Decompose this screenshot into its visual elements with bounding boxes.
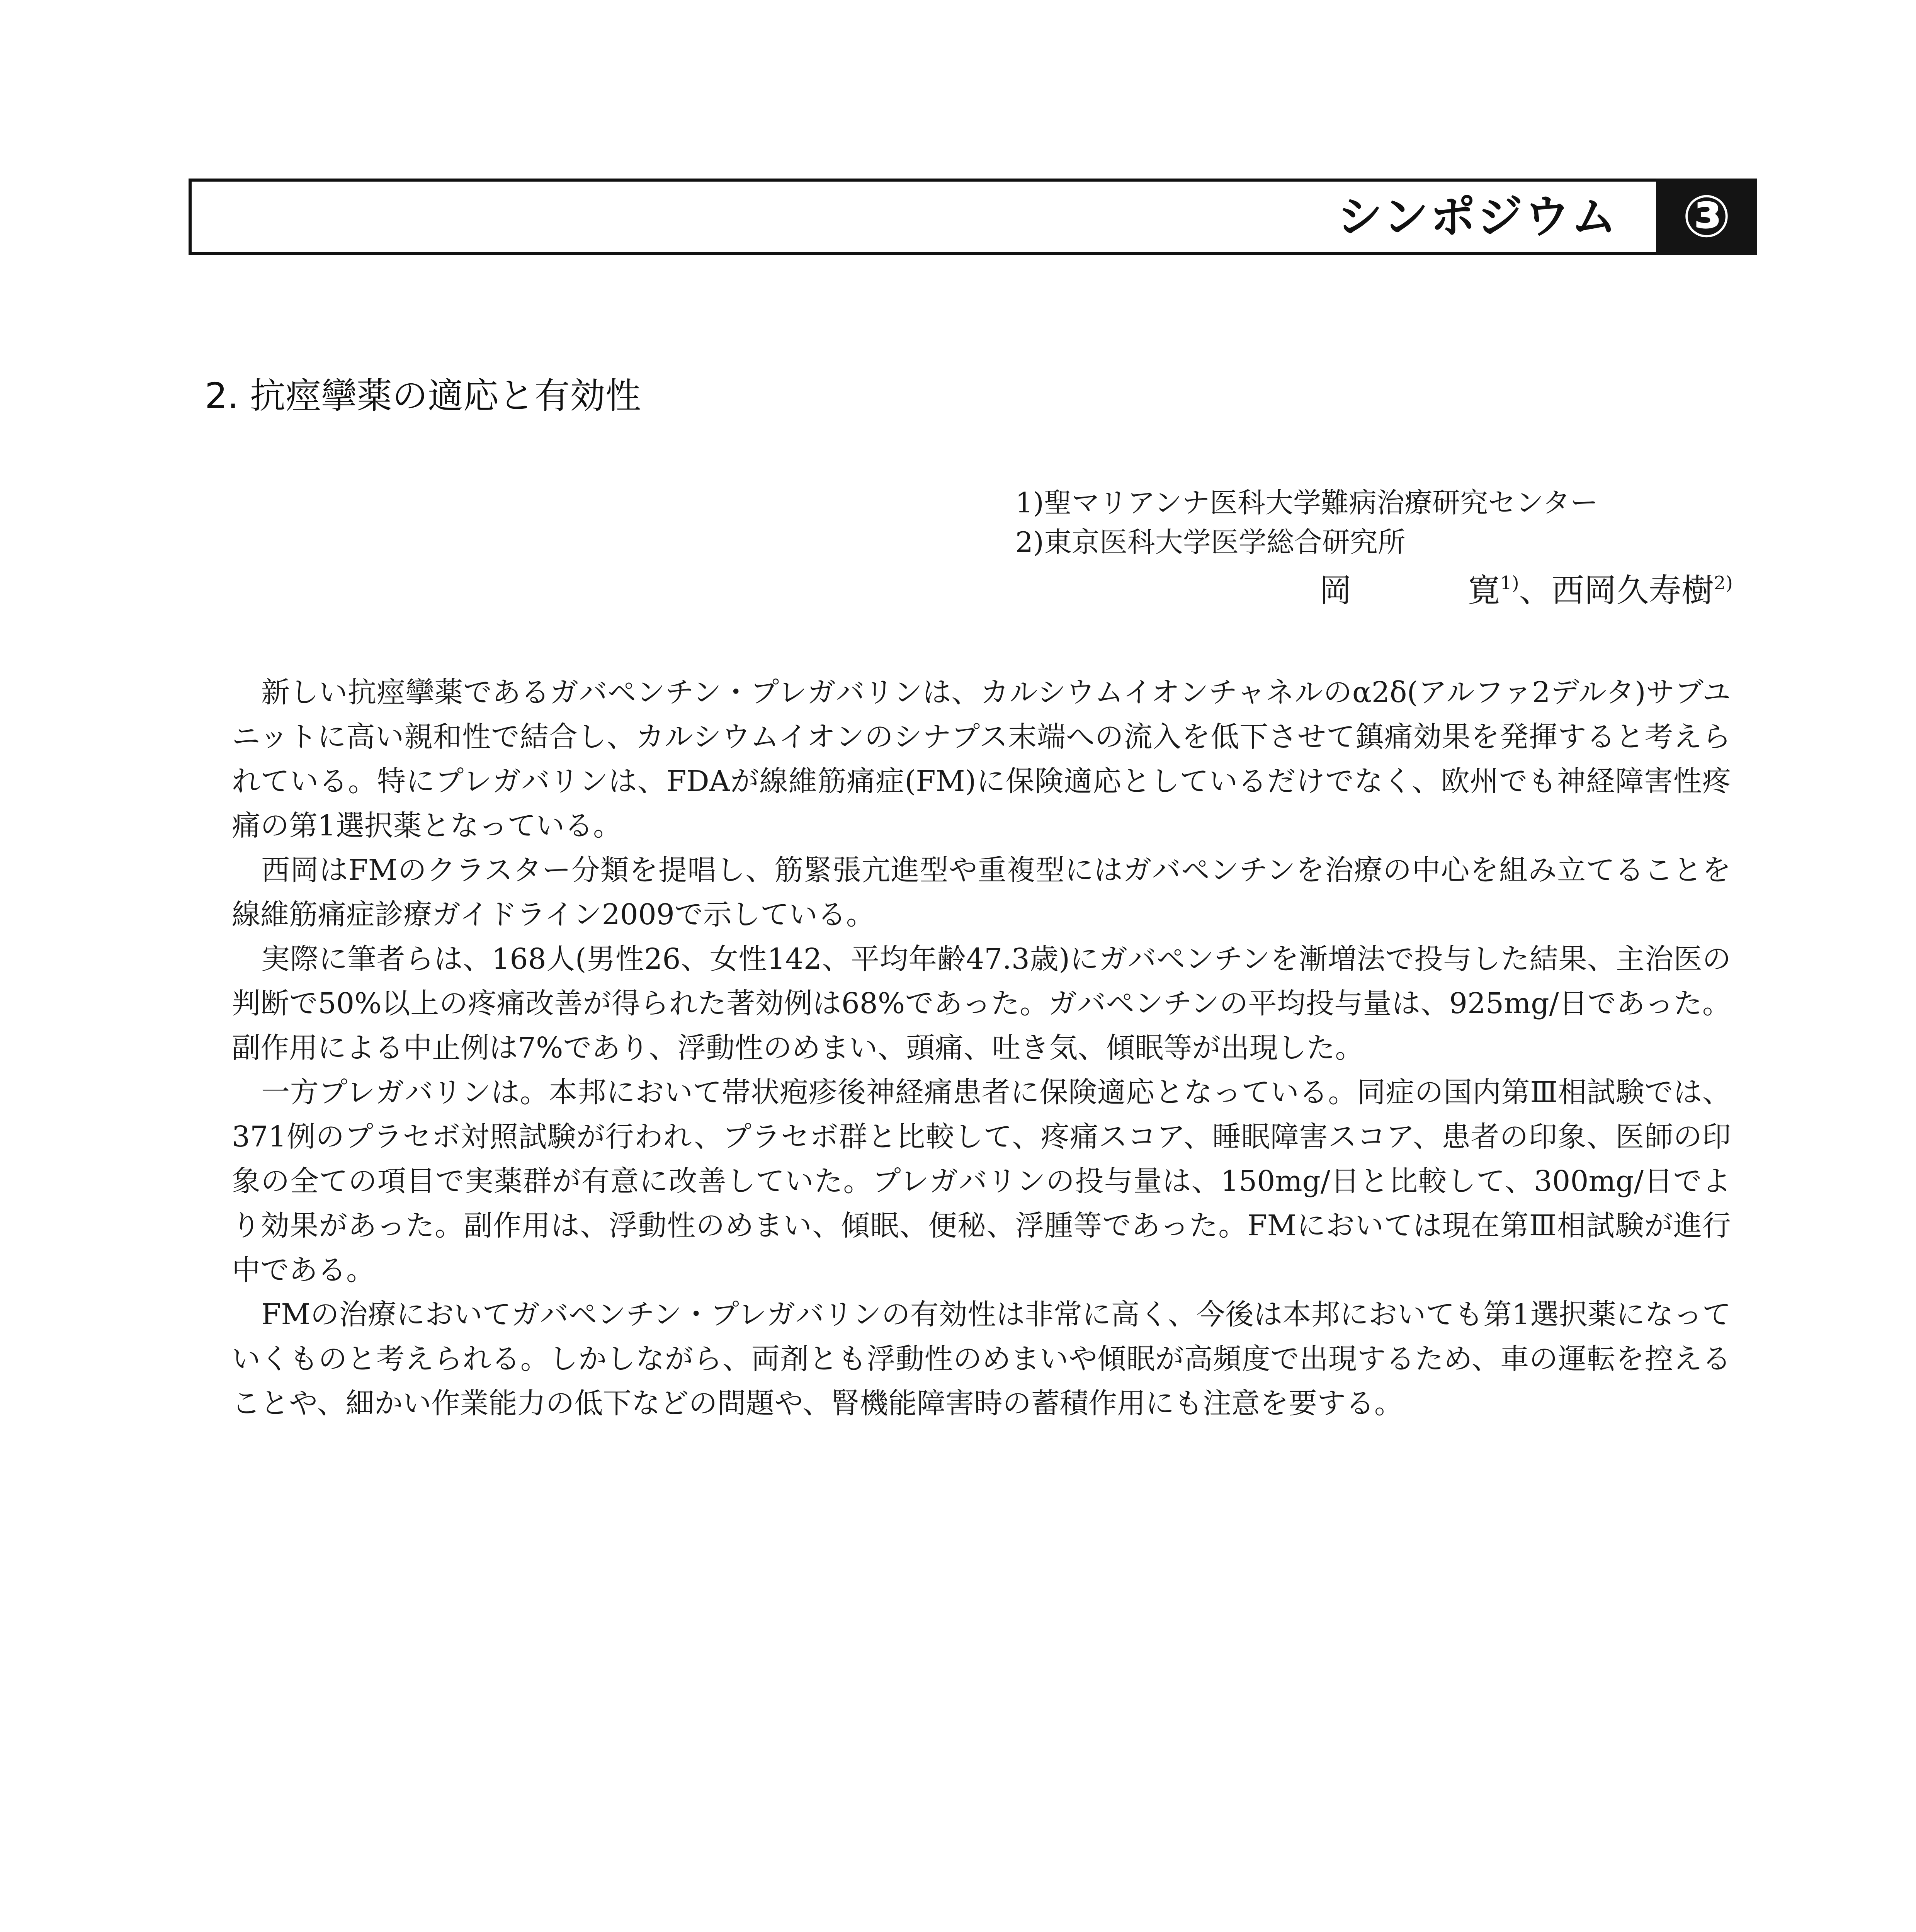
banner-title: シンポジウム: [1337, 190, 1618, 243]
authors: [1319, 567, 1733, 614]
banner-number: ③: [1682, 183, 1731, 250]
author-1-family-name: 岡: [1319, 571, 1352, 609]
author-1-given-name: 寛: [1467, 571, 1500, 609]
affiliations: [1015, 483, 1598, 562]
banner-number-badge: [1656, 179, 1757, 255]
paragraph: 西岡はFMのクラスター分類を提唱し、筋緊張亢進型や重複型にはガバペンチンを治療の中心を組み立てることを線維筋痛症診療ガイドライン2009で示している。: [232, 854, 1731, 931]
affiliation-1: 1)聖マリアンナ医科大学難病治療研究センター: [1015, 486, 1598, 519]
author-1-affiliation-mark: 1): [1500, 572, 1519, 594]
author-separator: 、: [1519, 571, 1552, 609]
author-2-affiliation-mark: 2): [1714, 572, 1733, 594]
paragraph: 新しい抗痙攣薬であるガバペンチン・プレガバリンは、カルシウムイオンチャネルのα2δ(アルファ2デルタ)サブユニットに高い親和性で結合し、カルシウムイオンのシナプス末端への流入を低下させて鎮痛効果を発揮すると考えられている。特にプレガバリンは、FDAが線維筋痛症(FM)に保険適応としているだけでなく、欧州でも神経障害性疼痛の第1選択薬となっている。: [232, 676, 1731, 842]
paragraph: 実際に筆者らは、168人(男性26、女性142、平均年齢47.3歳)にガバペンチンを漸増法で投与した結果、主治医の判断で50%以上の疼痛改善が得られた著効例は68%であった。ガバペンチンの平均投与量は、925mg/日であった。副作用による中止例は7%であり、浮動性のめまい、頭痛、吐き気、傾眠等が出現した。: [232, 942, 1731, 1065]
paragraph: 一方プレガバリンは。本邦において帯状疱疹後神経痛患者に保険適応となっている。同症の国内第Ⅲ相試験では、371例のプラセボ対照試験が行われ、プラセボ群と比較して、疼痛スコア、睡眠障害スコア、患者の印象、医師の印象の全ての項目で実薬群が有意に改善していた。プレガバリンの投与量は、150mg/日と比較して、300mg/日でより効果があった。副作用は、浮動性のめまい、傾眠、便秘、浮腫等であった。FMにおいては現在第Ⅲ相試験が進行中である。: [232, 1076, 1731, 1287]
paragraph: FMの治療においてガバペンチン・プレガバリンの有効性は非常に高く、今後は本邦においても第1選択薬になっていくものと考えられる。しかしながら、両剤とも浮動性のめまいや傾眠が高頻度で出現するため、車の運転を控えることや、細かい作業能力の低下などの問題や、腎機能障害時の蓄積作用にも注意を要する。: [232, 1298, 1731, 1420]
affiliation-2: 2)東京医科大学医学総合研究所: [1015, 526, 1406, 558]
abstract-body: [232, 670, 1731, 1426]
author-2-name: 西岡久寿樹: [1551, 571, 1714, 609]
symposium-banner: [189, 179, 1757, 255]
section-heading: 2. 抗痙攣薬の適応と有効性: [205, 375, 641, 417]
